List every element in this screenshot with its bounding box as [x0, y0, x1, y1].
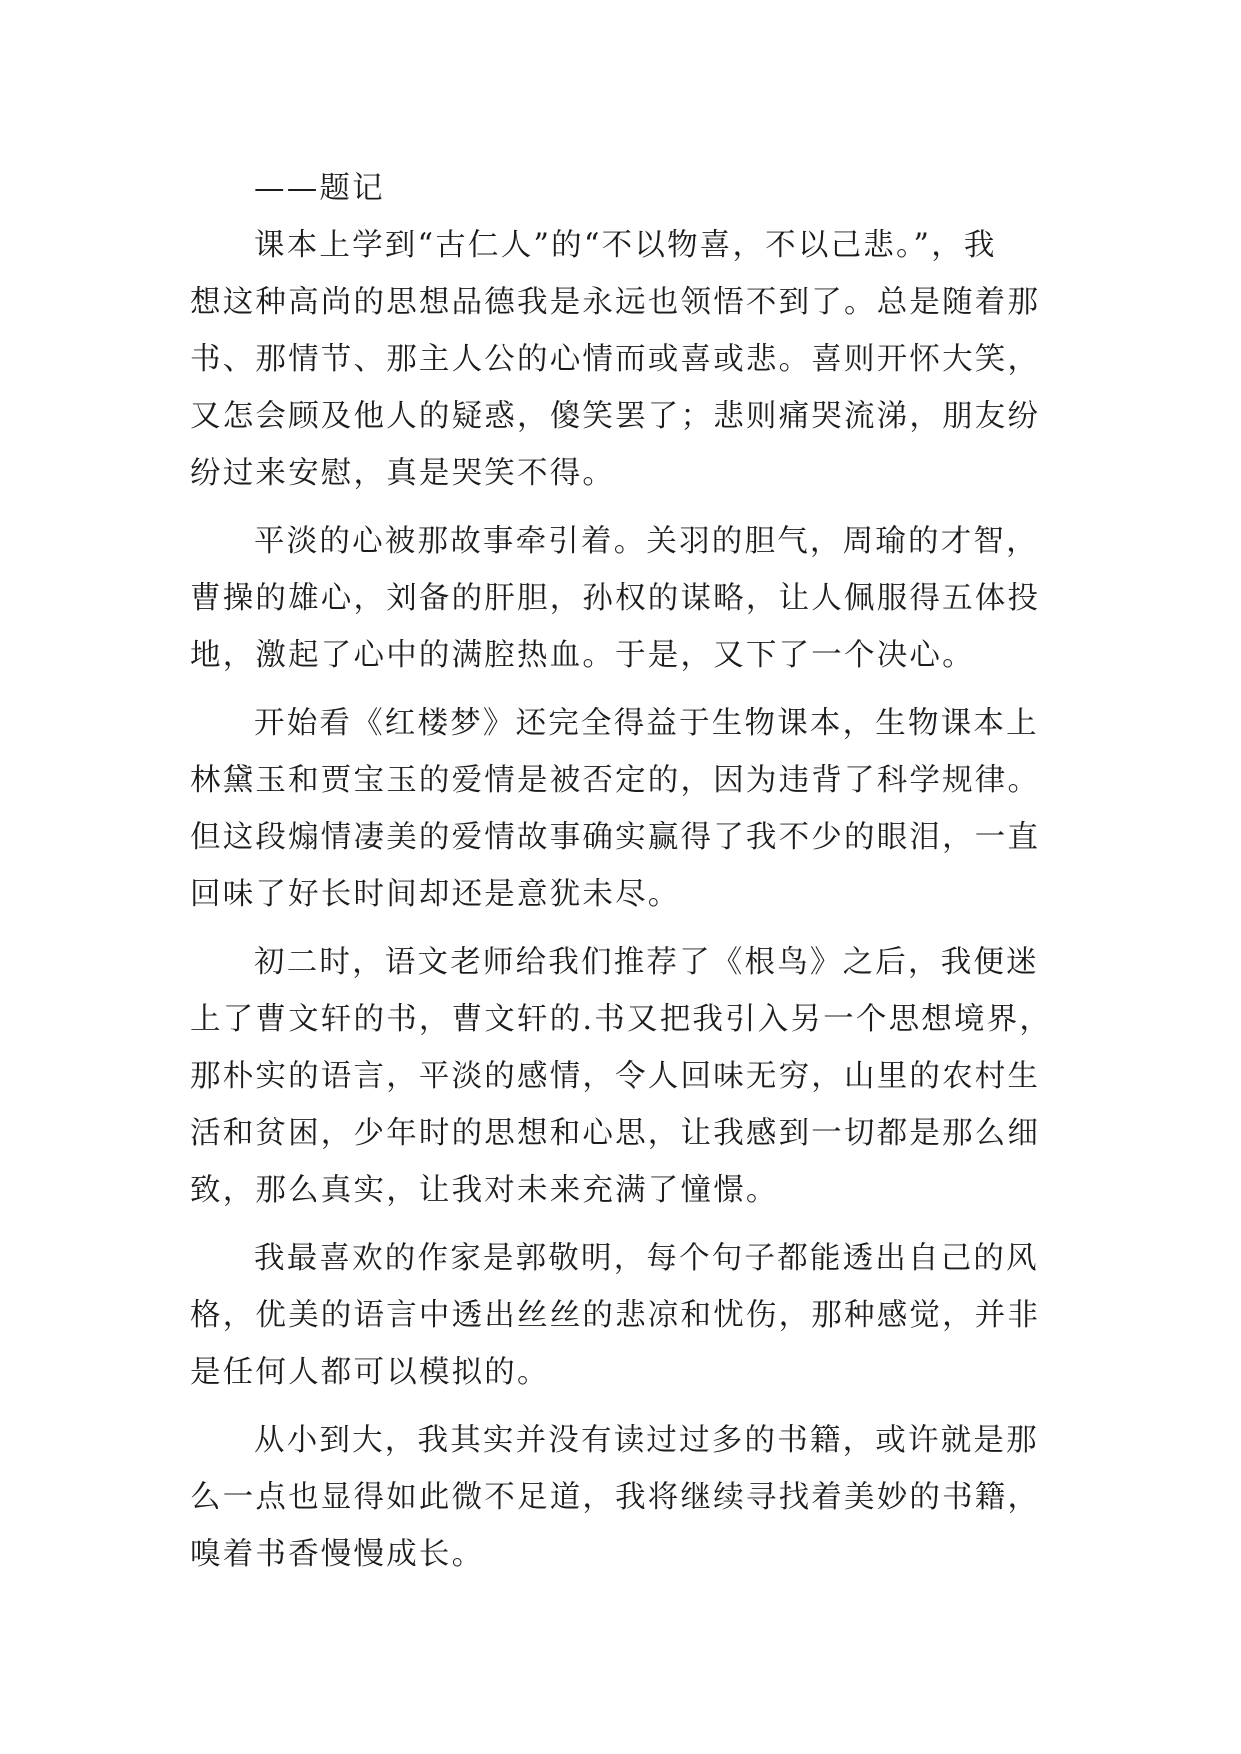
paragraph-line: 致，那么真实，让我对未来充满了憧憬。	[190, 1173, 779, 1208]
paragraph-line: 嗅着书香慢慢成长。	[190, 1537, 485, 1572]
paragraph-line: 开始看《红楼梦》还完全得益于生物课本，生物课本上	[254, 706, 1039, 741]
paragraph-2	[190, 513, 1050, 684]
paragraph-1	[190, 217, 1050, 502]
paragraph-line: 地，激起了心中的满腔热血。于是，又下了一个决心。	[190, 638, 975, 673]
paragraph-line: 回味了好长时间却还是意犹未尽。	[190, 877, 681, 912]
paragraph-line: 课本上学到“古仁人”的“不以物喜，不以己悲。”，我	[254, 228, 997, 263]
paragraph-line: 平淡的心被那故事牵引着。关羽的胆气，周瑜的才智，	[254, 524, 1039, 559]
paragraph-line: 活和贫困，少年时的思想和心思，让我感到一切都是那么细	[190, 1116, 1041, 1151]
paragraph-line: 纷过来安慰，真是哭笑不得。	[190, 456, 616, 491]
paragraph-line: 上了曹文轩的书，曹文轩的.书又把我引入另一个思想境界，	[190, 1002, 1053, 1037]
paragraph-line: 林黛玉和贾宝玉的爱情是被否定的，因为违背了科学规律。	[190, 763, 1041, 798]
paragraph-line: 想这种高尚的思想品德我是永远也领悟不到了。总是随着那	[190, 285, 1041, 320]
paragraph-3	[190, 695, 1050, 923]
epigraph: ——题记	[254, 171, 385, 206]
paragraph-line: 那朴实的语言，平淡的感情，令人回味无穷，山里的农村生	[190, 1059, 1041, 1094]
paragraph-line: 是任何人都可以模拟的。	[190, 1355, 550, 1390]
paragraph-line: 我最喜欢的作家是郭敬明，每个句子都能透出自己的风	[254, 1241, 1039, 1276]
paragraph-line: 但这段煽情凄美的爱情故事确实赢得了我不少的眼泪，一直	[190, 820, 1041, 855]
paragraph-line: 曹操的雄心，刘备的肝胆，孙权的谋略，让人佩服得五体投	[190, 581, 1041, 616]
paragraph-4	[190, 934, 1053, 1219]
paragraph-6	[190, 1412, 1050, 1583]
paragraph-line: 从小到大，我其实并没有读过过多的书籍，或许就是那	[254, 1423, 1039, 1458]
paragraph-line: 么一点也显得如此微不足道，我将继续寻找着美妙的书籍，	[190, 1480, 1041, 1515]
paragraph-5	[190, 1230, 1050, 1401]
paragraph-line: 初二时，语文老师给我们推荐了《根鸟》之后，我便迷	[254, 945, 1039, 980]
paragraph-line: 又怎会顾及他人的疑惑，傻笑罢了；悲则痛哭流涕，朋友纷	[190, 399, 1041, 434]
document-page	[190, 160, 1053, 1583]
paragraph-line: 格，优美的语言中透出丝丝的悲凉和忧伤，那种感觉，并非	[190, 1298, 1041, 1333]
paragraph-line: 书、那情节、那主人公的心情而或喜或悲。喜则开怀大笑，	[190, 342, 1041, 377]
